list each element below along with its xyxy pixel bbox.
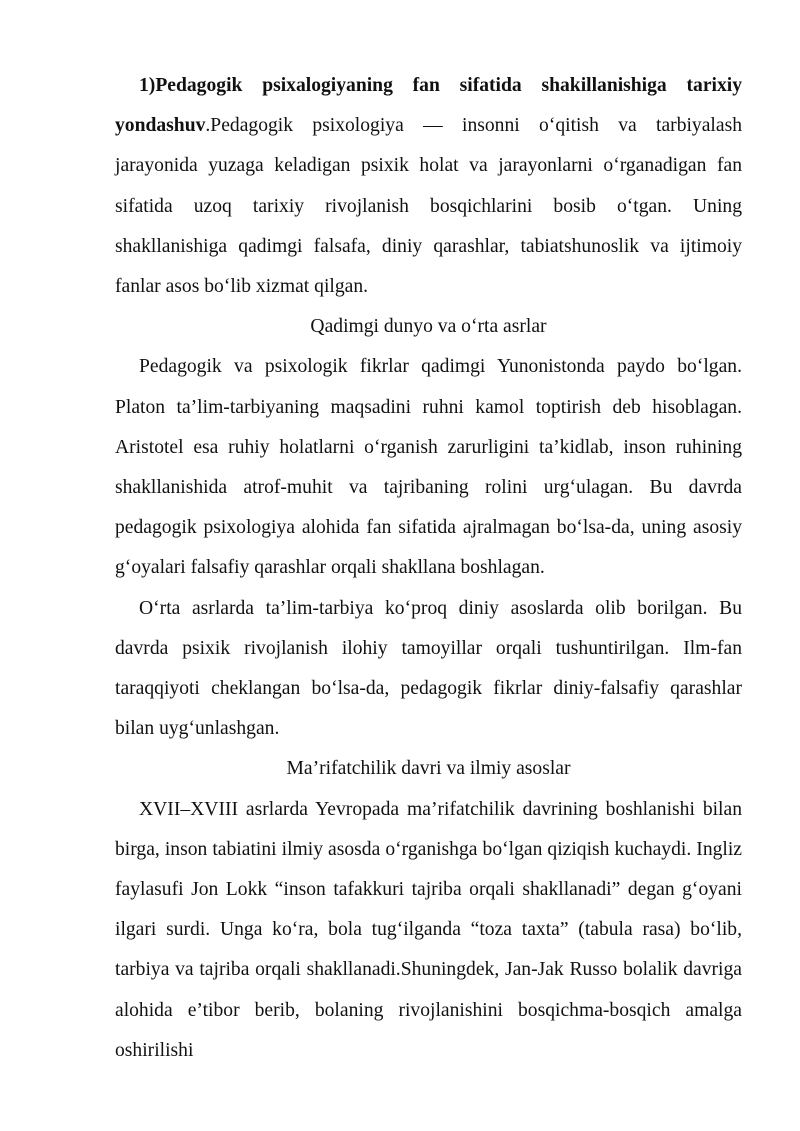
document-page: [115, 66, 742, 1071]
section-heading: 1)Pedagogik psixalogiyaning fan sifatida shakillanishiga tarixiy yondashuv: [115, 75, 742, 137]
paragraph-middle-ages: O‘rta asrlarda ta’lim-tarbiya ko‘proq diniy asoslarda olib borilgan. Bu davrda psixik rivojlanish ilohiy tamoyillar orqali tushuntirilgan. Ilm-fan taraqqiyoti cheklangan bo‘lsa-da, pedagogik fikrlar diniy-falsafiy qarashlar bilan uyg‘unlashgan.: [115, 597, 742, 740]
subheading-enlightenment: Ma’rifatchilik davri va ilmiy asoslar: [286, 758, 571, 780]
subheading-ancient-medieval: Qadimgi dunyo va o‘rta asrlar: [310, 316, 547, 338]
intro-text: .Pedagogik psixologiya — insonni o‘qitish va tarbiyalash jarayonida yuzaga keladigan psixik holat va jarayonlarni o‘rganadigan fan sifatida uzoq tarixiy rivojlanish bosqichlarini bosib o‘tgan. Uning shakllanishiga qadimgi falsafa, diniy qarashlar, tabiatshunoslik va ijtimoiy fanlar asos bo‘lib xizmat qilgan.: [115, 115, 742, 298]
paragraph-enlightenment: XVII–XVIII asrlarda Yevropada ma’rifatchilik davrining boshlanishi bilan birga, inson tabiatini ilmiy asosda o‘rganishga bo‘lgan qiziqish kuchaydi. Ingliz faylasufi Jon Lokk “inson tafakkuri tajriba orqali shakllanadi” degan g‘oyani ilgari surdi. Unga ko‘ra, bola tug‘ilganda “toza taxta” (tabula rasa) bo‘lib, tarbiya va tajriba orqali shakllanadi.Shuningdek, Jan-Jak Russo bolalik davriga alohida e’tibor berib, bolaning rivojlanishini bosqichma-bosqich amalga oshirilishi: [115, 798, 742, 1061]
paragraph-ancient-greece: Pedagogik va psixologik fikrlar qadimgi Yunonistonda paydo bo‘lgan. Platon ta’lim-tarbiyaning maqsadini ruhni kamol toptirish deb hisoblagan. Aristotel esa ruhiy holatlarni o‘rganish zarurligini ta’kidlab, inson ruhining shakllanishida atrof-muhit va tajribaning rolini urg‘ulagan. Bu davrda pedagogik psixologiya alohida fan sifatida ajralmagan bo‘lsa-da, uning asosiy g‘oyalari falsafiy qarashlar orqali shakllana boshlagan.: [115, 356, 742, 579]
intro-paragraph: [115, 66, 742, 307]
